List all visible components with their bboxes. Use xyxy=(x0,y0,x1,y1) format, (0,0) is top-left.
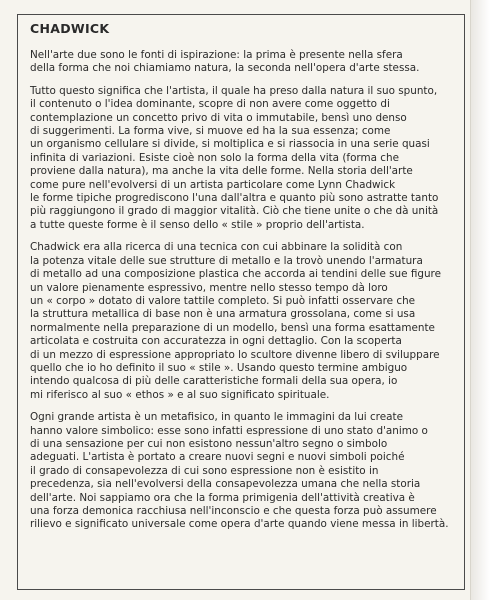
text-line: Tutto questo significa che l'artista, il quale ha preso dalla natura il suo spunto, xyxy=(30,84,438,97)
text-line: Chadwick era alla ricerca di una tecnica con cui abbinare la solidità con xyxy=(30,241,403,254)
text-line: di una sensazione per cui non esistono nessun'altro segno o simbolo xyxy=(30,437,388,450)
page-edge xyxy=(471,0,490,600)
text-line: mi riferisco al suo « ethos » e al suo significato spirituale. xyxy=(30,388,330,401)
text-line: precedenza, sia nell'evolversi della consapevolezza umana che nella storia xyxy=(30,478,421,491)
text-line: Ogni grande artista è un metafisico, in quanto le immagini da lui create xyxy=(30,411,403,424)
paragraph-1 xyxy=(30,49,458,76)
text-line: articolata e costruita con accuratezza in ogni dettaglio. Con la scoperta xyxy=(30,335,402,348)
text-line: di metallo ad una composizione plastica che accorda ai tendini delle sue figure xyxy=(30,268,441,281)
paragraph-3 xyxy=(30,241,458,402)
text-line: quello che io ho definito il suo « stile ». Usando questo termine ambiguo xyxy=(30,361,408,374)
page-content xyxy=(30,22,458,541)
text-line: il grado di consapevolezza di cui sono espressione non è esistito in xyxy=(30,464,379,477)
text-line: dell'arte. Noi sappiamo ora che la forma primigenia dell'attività creativa è xyxy=(30,491,415,504)
paragraph-2 xyxy=(30,85,458,232)
text-line: un organismo cellulare si divide, si moltiplica e si riassocia in una serie quasi xyxy=(30,138,430,151)
text-line: di un mezzo di espressione appropriato lo scultore divenne libero di sviluppare xyxy=(30,348,440,361)
text-line: a tutte queste forme è il senso dello « stile » proprio dell'artista. xyxy=(30,218,365,231)
text-line: della forma che noi chiamiamo natura, la seconda nell'opera d'arte stessa. xyxy=(30,62,420,75)
text-line: intendo qualcosa di più delle caratteristiche formali della sua opera, io xyxy=(30,375,398,388)
text-line: come pure nell'evolversi di un artista particolare come Lynn Chadwick xyxy=(30,178,396,191)
text-line: hanno valore simbolico: esse sono infatti espressione di uno stato d'animo o xyxy=(30,424,428,437)
text-line: il contenuto o l'idea dominante, scopre di non avere come oggetto di xyxy=(30,98,390,111)
body-text xyxy=(30,49,458,532)
text-line: la potenza vitale delle sue strutture di metallo e la trovò unendo l'armatura xyxy=(30,254,423,267)
text-line: normalmente nella preparazione di un modello, bensì una forma esattamente xyxy=(30,321,435,334)
text-line: di suggerimenti. La forma vive, si muove ed ha la sua essenza; come xyxy=(30,125,391,138)
page-title: CHADWICK xyxy=(30,21,110,36)
text-line: un valore pienamente espressivo, mentre nello stesso tempo dà loro xyxy=(30,281,388,294)
paragraph-4 xyxy=(30,411,458,532)
text-line: un « corpo » dotato di valore tattile completo. Si può infatti osservare che xyxy=(30,294,416,307)
text-line: contemplazione un concetto privo di vita o immutabile, bensì uno denso xyxy=(30,111,407,124)
text-line: più raggiungono il grado di maggior vitalità. Ciò che tiene unite o che dà unità xyxy=(30,205,439,218)
text-line: Nell'arte due sono le fonti di ispirazione: la prima è presente nella sfera xyxy=(30,49,403,61)
text-line: la struttura metallica di base non è una armatura grossolana, come si usa xyxy=(30,308,416,321)
text-line: adeguati. L'artista è portato a creare nuovi segni e nuovi simboli poiché xyxy=(30,451,405,464)
text-line: le forme tipiche progrediscono l'una dall'altra e quanto più sono astratte tanto xyxy=(30,192,439,205)
text-line: infinita di variazioni. Esiste cioè non solo la forma della vita (forma che xyxy=(30,151,399,164)
text-line: rilievo e significato universale come opera d'arte quando viene messa in libertà. xyxy=(30,518,449,531)
text-line: una forza demonica racchiusa nell'inconscio e che questa forza può assumere xyxy=(30,505,437,517)
text-line: proviene dalla natura), ma anche la vita delle forme. Nella storia dell'arte xyxy=(30,165,413,178)
